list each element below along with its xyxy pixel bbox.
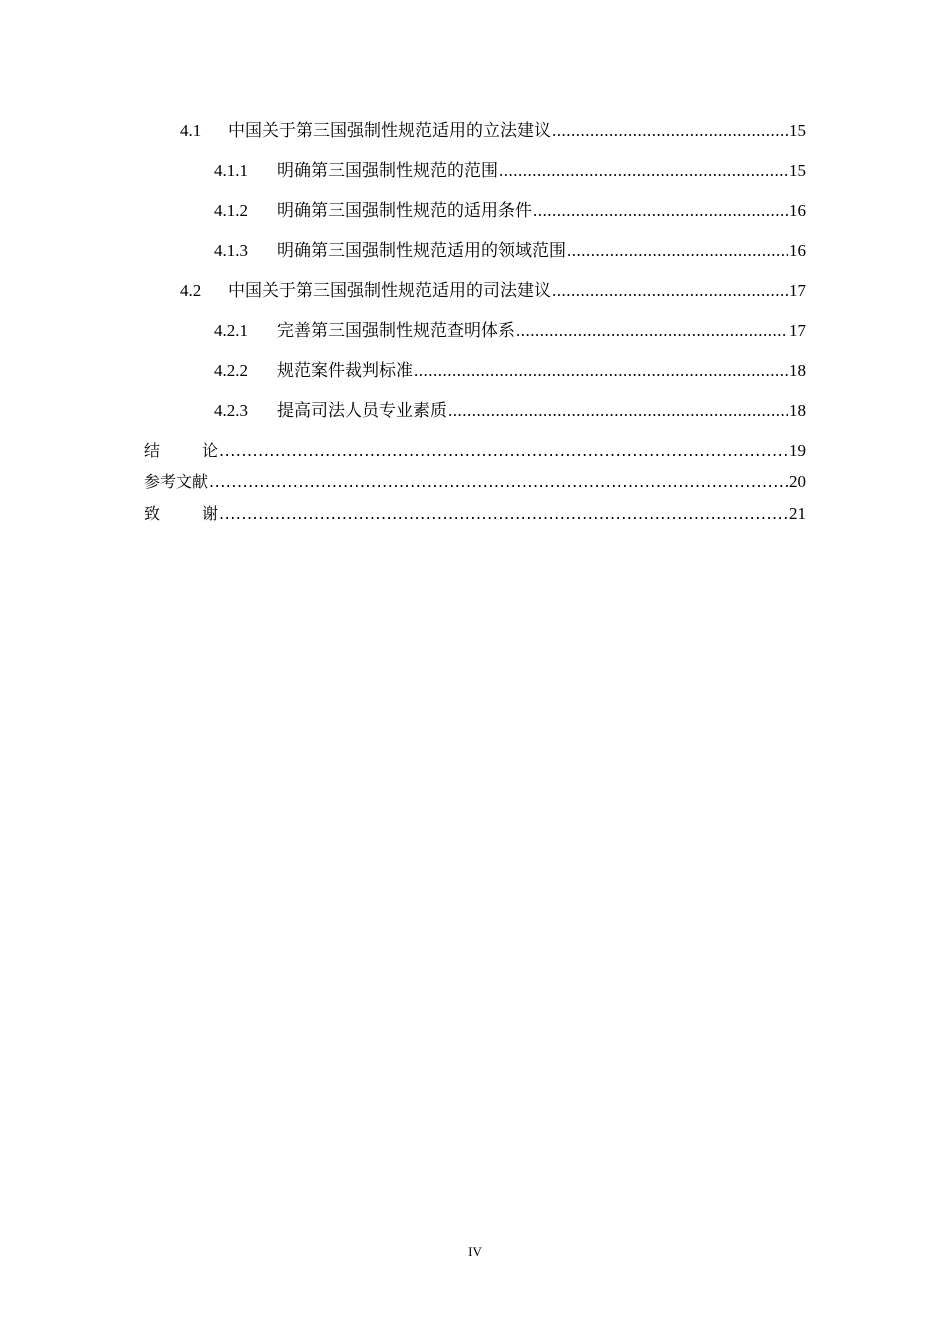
toc-entry-title: 明确第三国强制性规范的范围 [277, 161, 498, 180]
toc-dot-leader [499, 160, 788, 182]
toc-entry-number: 4.2 [180, 281, 202, 300]
toc-entry-title: 规范案件裁判标准 [277, 361, 413, 380]
toc-entry-conclusion[interactable] [144, 440, 806, 462]
toc-entry-title: 完善第三国强制性规范查明体系 [277, 321, 515, 340]
toc-entry-page: 20 [789, 472, 806, 491]
toc-dot-leader [414, 360, 788, 382]
toc-entry-page: 16 [789, 241, 806, 260]
toc-dot-leader [552, 120, 788, 142]
toc-entry-title: 参考文献 [144, 472, 209, 491]
toc-entry-page: 19 [789, 441, 806, 460]
toc-entry-title: 提高司法人员专业素质 [277, 401, 447, 420]
toc-entry-page: 15 [789, 161, 806, 180]
toc-dot-leader [516, 320, 788, 342]
toc-entry-page: 21 [789, 504, 806, 523]
toc-entry-title: 中国关于第三国强制性规范适用的司法建议 [228, 281, 551, 300]
toc-entry-number: 4.1.2 [214, 201, 248, 220]
toc-entry-title: 明确第三国强制性规范适用的领域范围 [277, 241, 566, 260]
toc-entry-page: 18 [789, 361, 806, 380]
toc-entry-4-1-2[interactable] [214, 200, 806, 222]
toc-entry-title: 结论 [144, 441, 261, 460]
toc-entry-number: 4.1.1 [214, 161, 248, 180]
toc-dot-leader [533, 200, 788, 222]
toc-entry-4-1-1[interactable] [214, 160, 806, 182]
toc-entry-4-2-3[interactable] [214, 400, 806, 422]
toc-entry-4-2-2[interactable] [214, 360, 806, 382]
toc-entry-title: 中国关于第三国强制性规范适用的立法建议 [228, 121, 551, 140]
toc-dot-leader [219, 440, 788, 462]
toc-entry-number: 4.1 [180, 121, 202, 140]
toc-entry-title: 明确第三国强制性规范的适用条件 [277, 201, 532, 220]
toc-entry-4-1[interactable] [180, 120, 806, 142]
toc-dot-leader [209, 471, 788, 493]
toc-entry-references[interactable] [144, 471, 806, 493]
toc-entry-4-1-3[interactable] [214, 240, 806, 262]
toc-entry-4-2-1[interactable] [214, 320, 806, 342]
toc-entry-number: 4.2.1 [214, 321, 248, 340]
toc-dot-leader [552, 280, 788, 302]
toc-entry-number: 4.2.3 [214, 401, 248, 420]
toc-entry-number: 4.2.2 [214, 361, 248, 380]
toc-dot-leader [567, 240, 788, 262]
toc-dot-leader [448, 400, 788, 422]
page-number: IV [468, 1244, 482, 1259]
toc-entry-title: 致谢 [144, 504, 261, 523]
toc-dot-leader [219, 503, 788, 525]
toc-entry-page: 18 [789, 401, 806, 420]
toc-entry-page: 17 [789, 321, 806, 340]
toc-entry-4-2[interactable] [180, 280, 806, 302]
toc-entry-page: 16 [789, 201, 806, 220]
toc-entry-number: 4.1.3 [214, 241, 248, 260]
toc-entry-acknowledgements[interactable] [144, 503, 806, 525]
toc-entry-page: 17 [789, 281, 806, 300]
toc-entry-page: 15 [789, 121, 806, 140]
